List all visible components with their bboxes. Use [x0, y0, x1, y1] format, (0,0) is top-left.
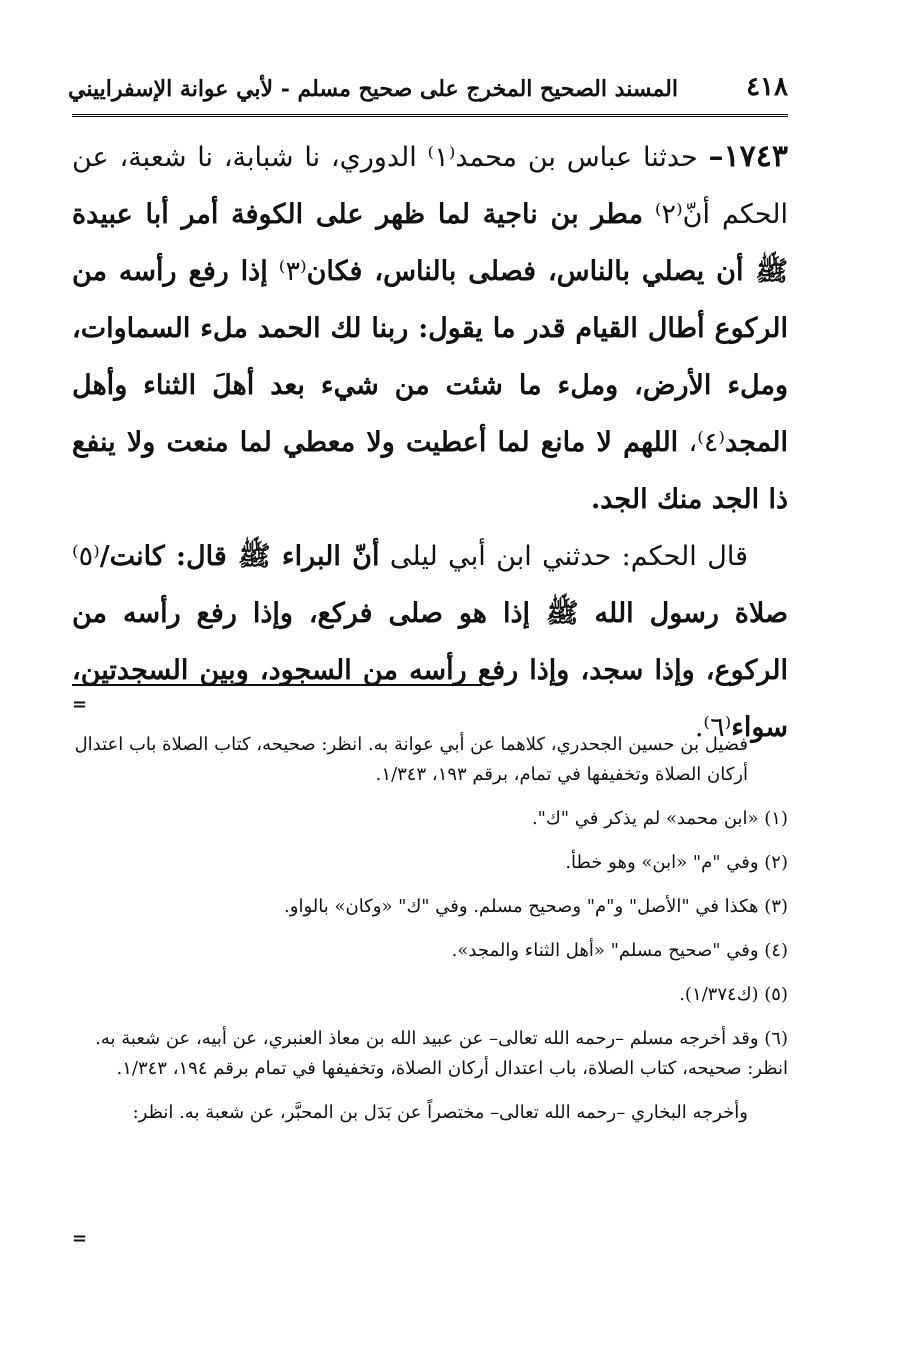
- matn-text-1: مطر بن ناجية لما ظهر على الكوفة أمر أبا عبيدة ﷺ أن يصلي بالناس، فصلى بالناس، فكان: [72, 199, 788, 287]
- hadith-number: ١٧٤٣–: [708, 139, 788, 174]
- footnote-ref-3: ⁽٣⁾: [267, 256, 307, 287]
- running-title: المسند الصحيح المخرج على صحيح مسلم - لأبي عوانة الإسفراييني: [68, 76, 678, 102]
- hadith-paragraph: [72, 128, 788, 528]
- footnote-ref-4: ⁽٤⁾،: [678, 427, 726, 458]
- second-paragraph: [72, 528, 788, 756]
- footnote-6: (٦) وقد أخرجه مسلم –رحمه الله تعالى– عن عبيد الله بن معاذ العنبري، عن أبيه، عن شعبة به. انظر: صحيحه، كتاب الصلاة، باب اعتدال أركان الصلاة، وتخفيفها في تمام برقم ١٩٤، ١/٣٤٣.: [95, 1028, 788, 1079]
- footnote-ref-5: ⁽٥⁾: [72, 541, 100, 572]
- matn-text-3: اللهم لا مانع لما أعطيت ولا معطي لما منعت ولا ينفع ذا الجد منك الجد.: [72, 427, 788, 515]
- footnote-carry-over: فضيل بن حسين الجحدري، كلاهما عن أبي عوانة به. انظر: صحيحه، كتاب الصلاة باب اعتدال أركان الصلاة وتخفيفها في تمام، برقم ١٩٣، ١/٣٤٣.: [74, 734, 748, 785]
- footnote-ref-6: ⁽٦⁾.: [694, 712, 732, 743]
- footnote-5: (٥) (ك١/٣٧٤).: [679, 984, 788, 1005]
- end-continuation-mark: =: [72, 1228, 88, 1249]
- footnotes: [72, 730, 788, 1142]
- main-text: [72, 128, 788, 756]
- para2-matn-2: صلاة رسول الله ﷺ إذا هو صلى فركع، وإذا رفع رأسه من الركوع، وإذا سجد، وإذا رفع رأسه من السجود، وبين السجدتين، سواء: [72, 598, 788, 743]
- footnote-1: (١) «ابن محمد» لم يذكر في "ك".: [531, 808, 788, 829]
- footnote-ref-2: ⁽٢⁾: [642, 199, 683, 230]
- footnote-divider: [72, 684, 482, 686]
- footnote-3: (٣) هكذا في "الأصل" و"م" وصحيح مسلم. وفي "ك" «وكان» بالواو.: [284, 896, 788, 917]
- footnote-6-continued: وأخرجه البخاري –رحمه الله تعالى– مختصراً عن بَدَل بن المحبَّر، عن شعبة به. انظر:: [132, 1102, 748, 1123]
- page-number: ٤١٨: [746, 72, 788, 102]
- footnote-2: (٢) وفي "م" «ابن» وهو خطأ.: [565, 852, 788, 873]
- continuation-mark: =: [72, 694, 88, 715]
- page-header: [68, 70, 788, 117]
- isnad-text: حدثنا عباس بن محمد: [455, 142, 709, 173]
- footnote-4: (٤) وفي "صحيح مسلم" «أهل الثناء والمجد».: [451, 940, 788, 961]
- para2-matn-1: أنّ البراء ﷺ قال: كانت/: [99, 541, 380, 572]
- para2-isnad: قال الحكم: حدثني ابن أبي ليلى: [379, 541, 748, 572]
- matn-text-2: إذا رفع رأسه من الركوع أطال القيام قدر ما يقول: ربنا لك الحمد ملء السماوات، وملء الأرض، وملء ما شئت من شيء بعد أهلَ الثناء وأهل المجد: [72, 256, 788, 458]
- footnote-ref-1: ⁽١⁾ الدوري، نا شبابة، نا شعبة، عن الحكم أنّ: [72, 142, 789, 230]
